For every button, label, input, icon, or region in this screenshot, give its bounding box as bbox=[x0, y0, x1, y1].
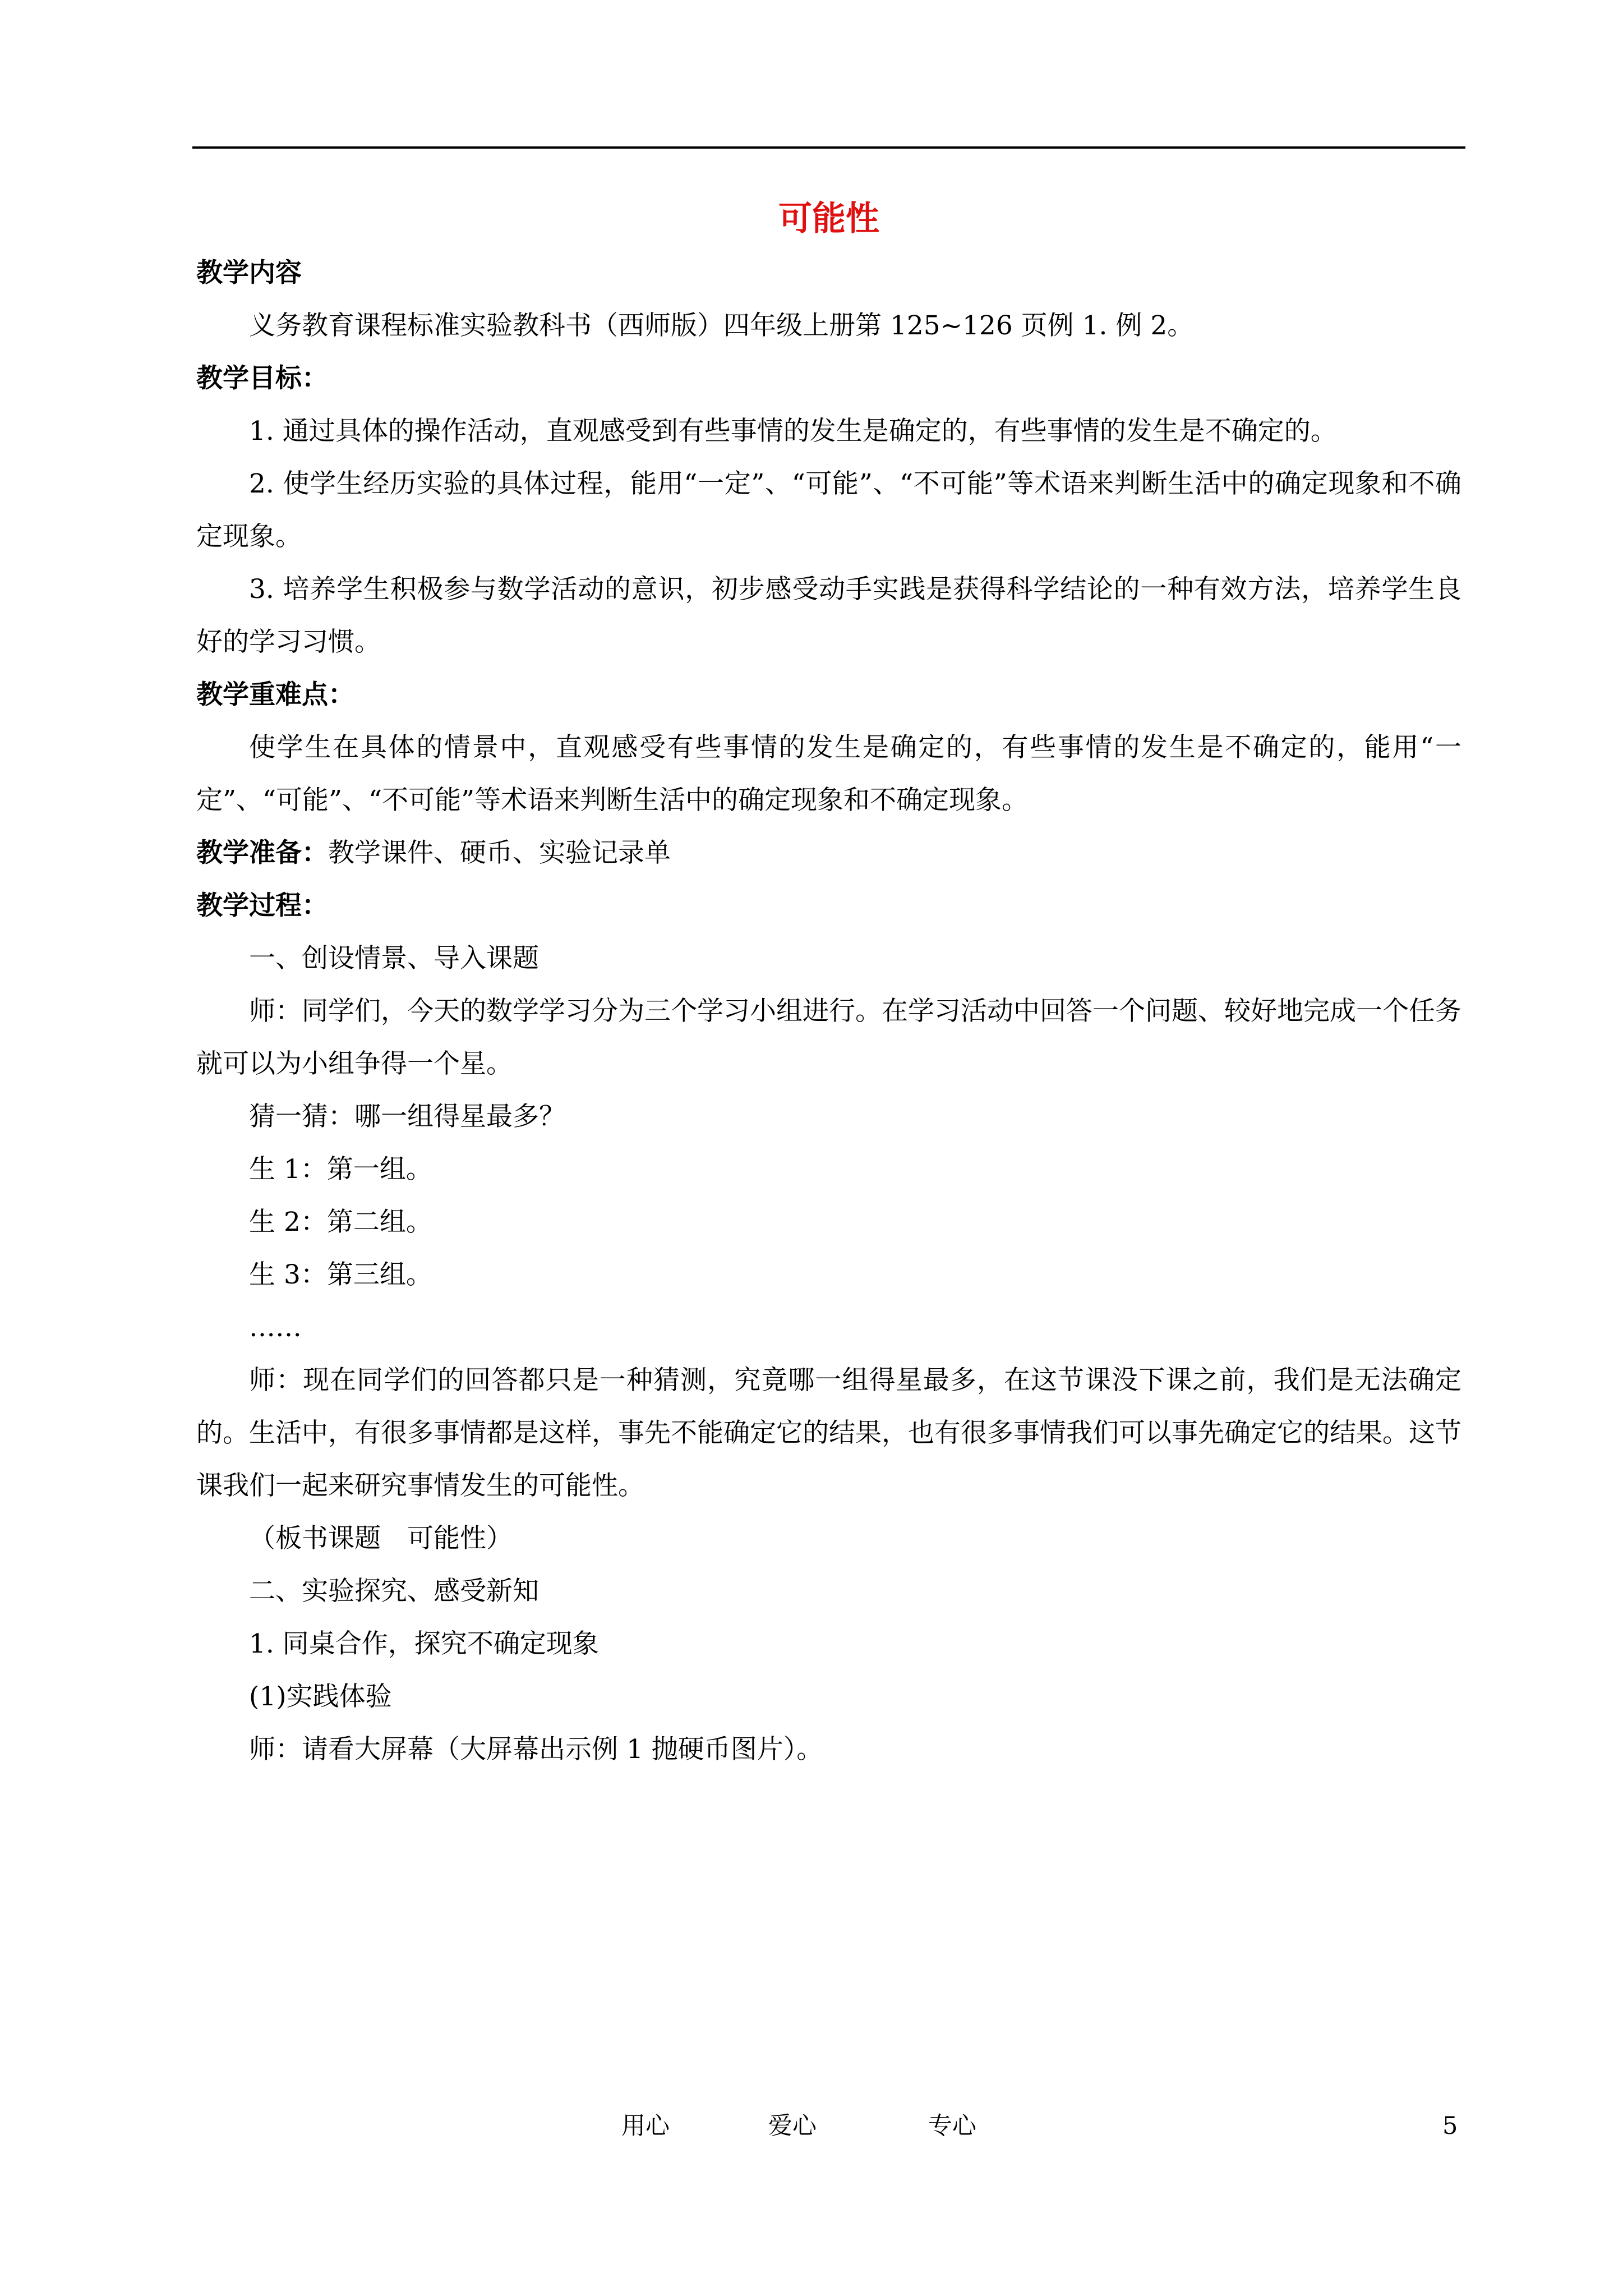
guess-question: 猜一猜：哪一组得星最多？ bbox=[249, 1101, 565, 1132]
objective-1: 1. 通过具体的操作活动，直观感受到有些事情的发生是确定的，有些事情的发生是不确定的。 bbox=[249, 416, 1337, 447]
page-footer bbox=[0, 2106, 1623, 2146]
preparation-line bbox=[196, 827, 1461, 880]
page-number: 5 bbox=[1442, 2112, 1458, 2140]
preparation-label: 教学准备： bbox=[196, 838, 328, 868]
key-points-paragraph: 使学生在具体的情景中，直观感受有些事情的发生是确定的，有些事情的发生是不确定的，能用“一定”、“可能”、“不可能”等术语来判断生活中的确定现象和不确定现象。 bbox=[196, 732, 1461, 816]
footer-item-1: 用心 bbox=[621, 2112, 670, 2140]
teacher-explanation: 师：现在同学们的回答都只是一种猜测，究竟哪一组得星最多，在这节课没下课之前，我们是无法确定的。生活中，有很多事情都是这样，事先不能确定它的结果，也有很多事情我们可以事先确定它的结果。这节课我们一起来研究事情发生的可能性。 bbox=[196, 1365, 1461, 1501]
footer-item-2: 爱心 bbox=[768, 2112, 817, 2140]
document-title: 可能性 bbox=[778, 199, 879, 238]
process-step-1: 一、创设情景、导入课题 bbox=[249, 943, 539, 974]
header-rule bbox=[192, 146, 1465, 149]
board-note: （板书课题 可能性） bbox=[249, 1523, 513, 1554]
sub-step-1-1: (1)实践体验 bbox=[249, 1681, 392, 1712]
objective-2: 2. 使学生经历实验的具体过程，能用“一定”、“可能”、“不可能”等术语来判断生活中的确定现象和不确定现象。 bbox=[196, 468, 1461, 552]
sub-step-1: 1. 同桌合作，探究不确定现象 bbox=[249, 1628, 599, 1659]
process-step-2: 二、实验探究、感受新知 bbox=[249, 1576, 539, 1607]
teacher-intro: 师：同学们，今天的数学学习分为三个学习小组进行。在学习活动中回答一个问题、较好地完成一个任务就可以为小组争得一个星。 bbox=[196, 996, 1461, 1079]
preparation-text: 教学课件、硬币、实验记录单 bbox=[328, 838, 671, 868]
paragraph-content: 义务教育课程标准实验教科书（西师版）四年级上册第 125~126 页例 1. 例 2。 bbox=[249, 310, 1194, 341]
section-heading-key-points: 教学重难点： bbox=[196, 679, 354, 710]
student-answer-3: 生 3：第三组。 bbox=[249, 1259, 432, 1290]
objective-3: 3. 培养学生积极参与数学活动的意识，初步感受动手实践是获得科学结论的一种有效方法，培养学生良好的学习习惯。 bbox=[196, 574, 1461, 657]
footer-item-3: 专心 bbox=[928, 2112, 976, 2140]
teacher-screen-prompt: 师：请看大屏幕（大屏幕出示例 1 抛硬币图片）。 bbox=[249, 1734, 823, 1765]
section-heading-process: 教学过程： bbox=[196, 890, 328, 921]
student-answer-1: 生 1：第一组。 bbox=[249, 1154, 432, 1185]
section-heading-objectives: 教学目标： bbox=[196, 363, 328, 394]
section-heading-content: 教学内容 bbox=[196, 257, 302, 288]
document-body bbox=[196, 191, 1461, 1776]
ellipsis: …… bbox=[249, 1312, 302, 1343]
student-answer-2: 生 2：第二组。 bbox=[249, 1207, 432, 1237]
